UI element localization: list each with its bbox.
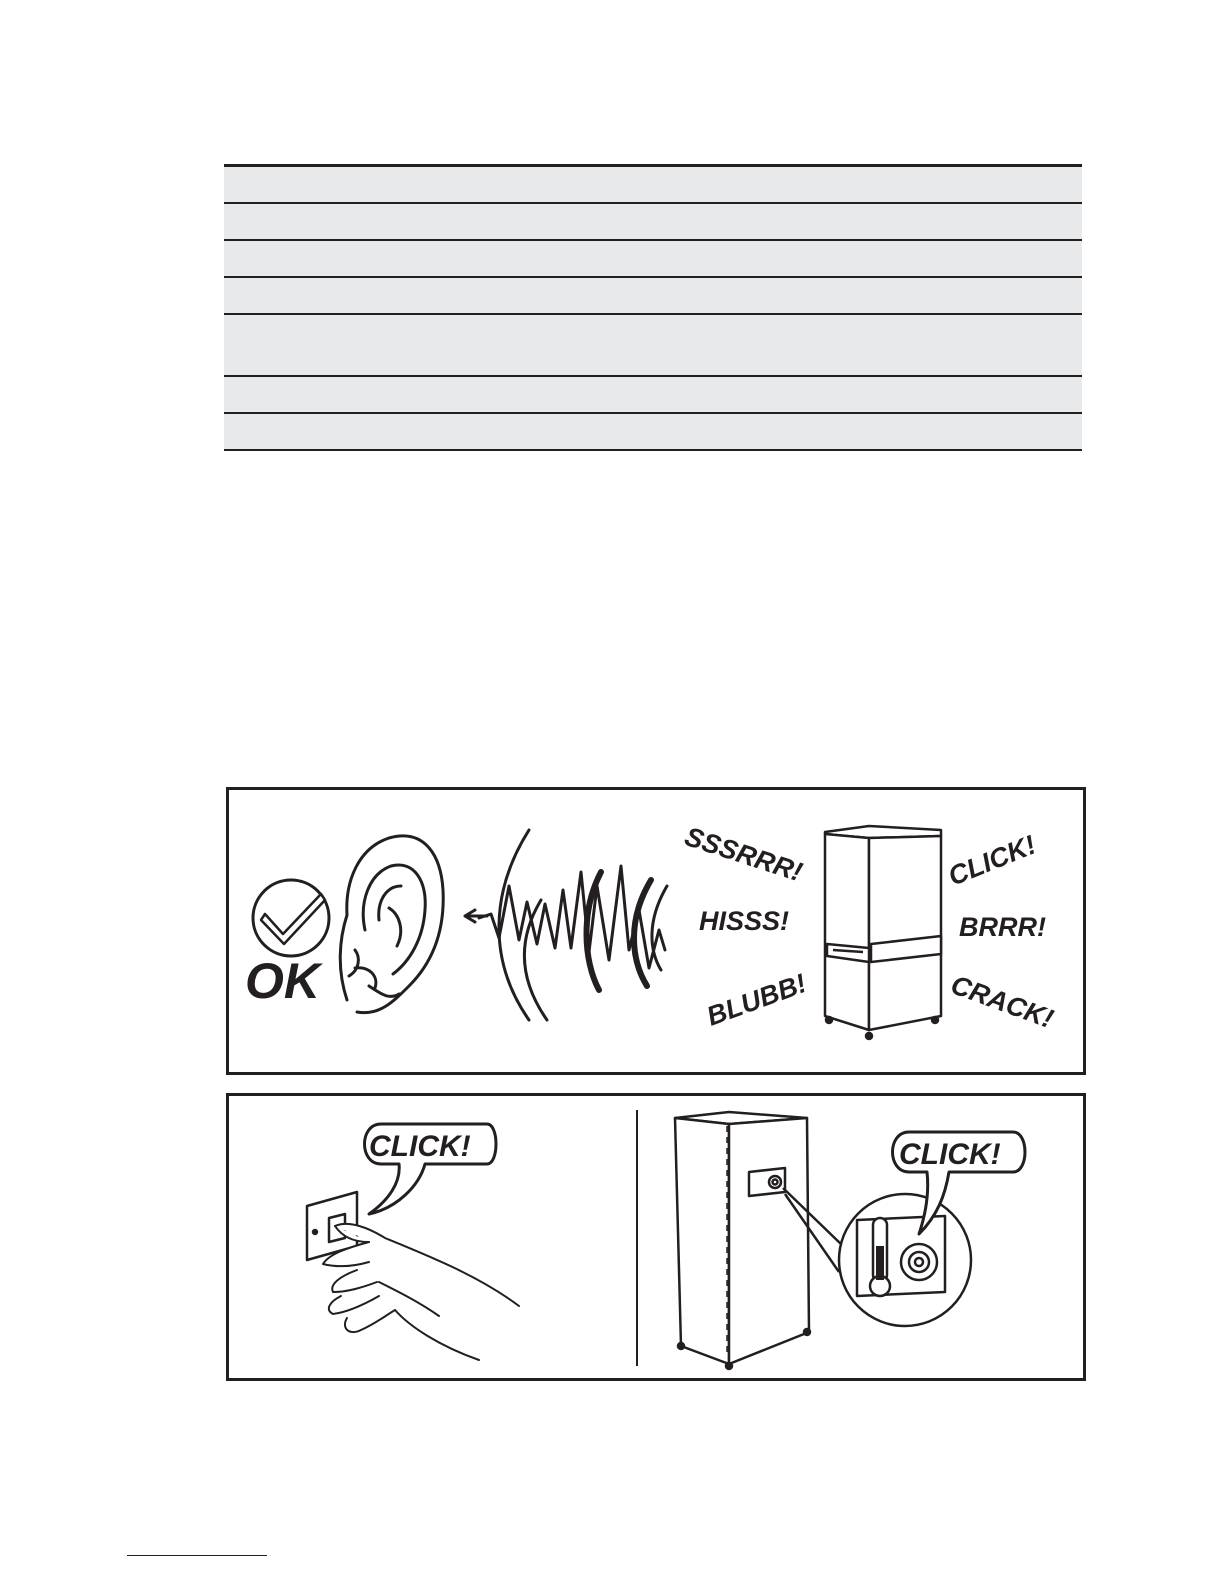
table	[224, 164, 1082, 451]
click-label-left: CLICK!	[369, 1130, 471, 1163]
table-row	[224, 204, 1082, 241]
table-row	[224, 278, 1082, 315]
sound-sssrrr: SSSRRR!	[681, 821, 806, 888]
table-row	[224, 377, 1082, 414]
sound-blubb: BLUBB!	[702, 968, 811, 1032]
checkmark-icon	[253, 880, 329, 956]
table-row	[224, 241, 1082, 278]
click-label-right: CLICK!	[899, 1138, 1001, 1171]
sound-brrr: BRRR!	[959, 912, 1046, 942]
ear-icon	[340, 836, 443, 1013]
normal-sounds-illustration	[226, 787, 1086, 1075]
sound-wave-icon	[465, 830, 667, 1020]
footnote-rule	[127, 1555, 267, 1556]
table-row	[224, 315, 1082, 377]
thermostat-icon	[839, 1194, 971, 1326]
ok-label: OK	[245, 953, 320, 1009]
switch-thermostat-figure	[229, 1096, 1083, 1378]
table-row	[224, 167, 1082, 204]
refrigerator-icon	[825, 826, 941, 1039]
refrigerator-icon	[675, 1112, 843, 1369]
normal-sounds-figure	[229, 790, 1083, 1072]
sound-crack: CRACK!	[946, 969, 1058, 1035]
switch-thermostat-illustration	[226, 1093, 1086, 1381]
table-row	[224, 414, 1082, 451]
sound-hisss: HISSS!	[699, 906, 790, 936]
sound-click: CLICK!	[944, 829, 1041, 892]
